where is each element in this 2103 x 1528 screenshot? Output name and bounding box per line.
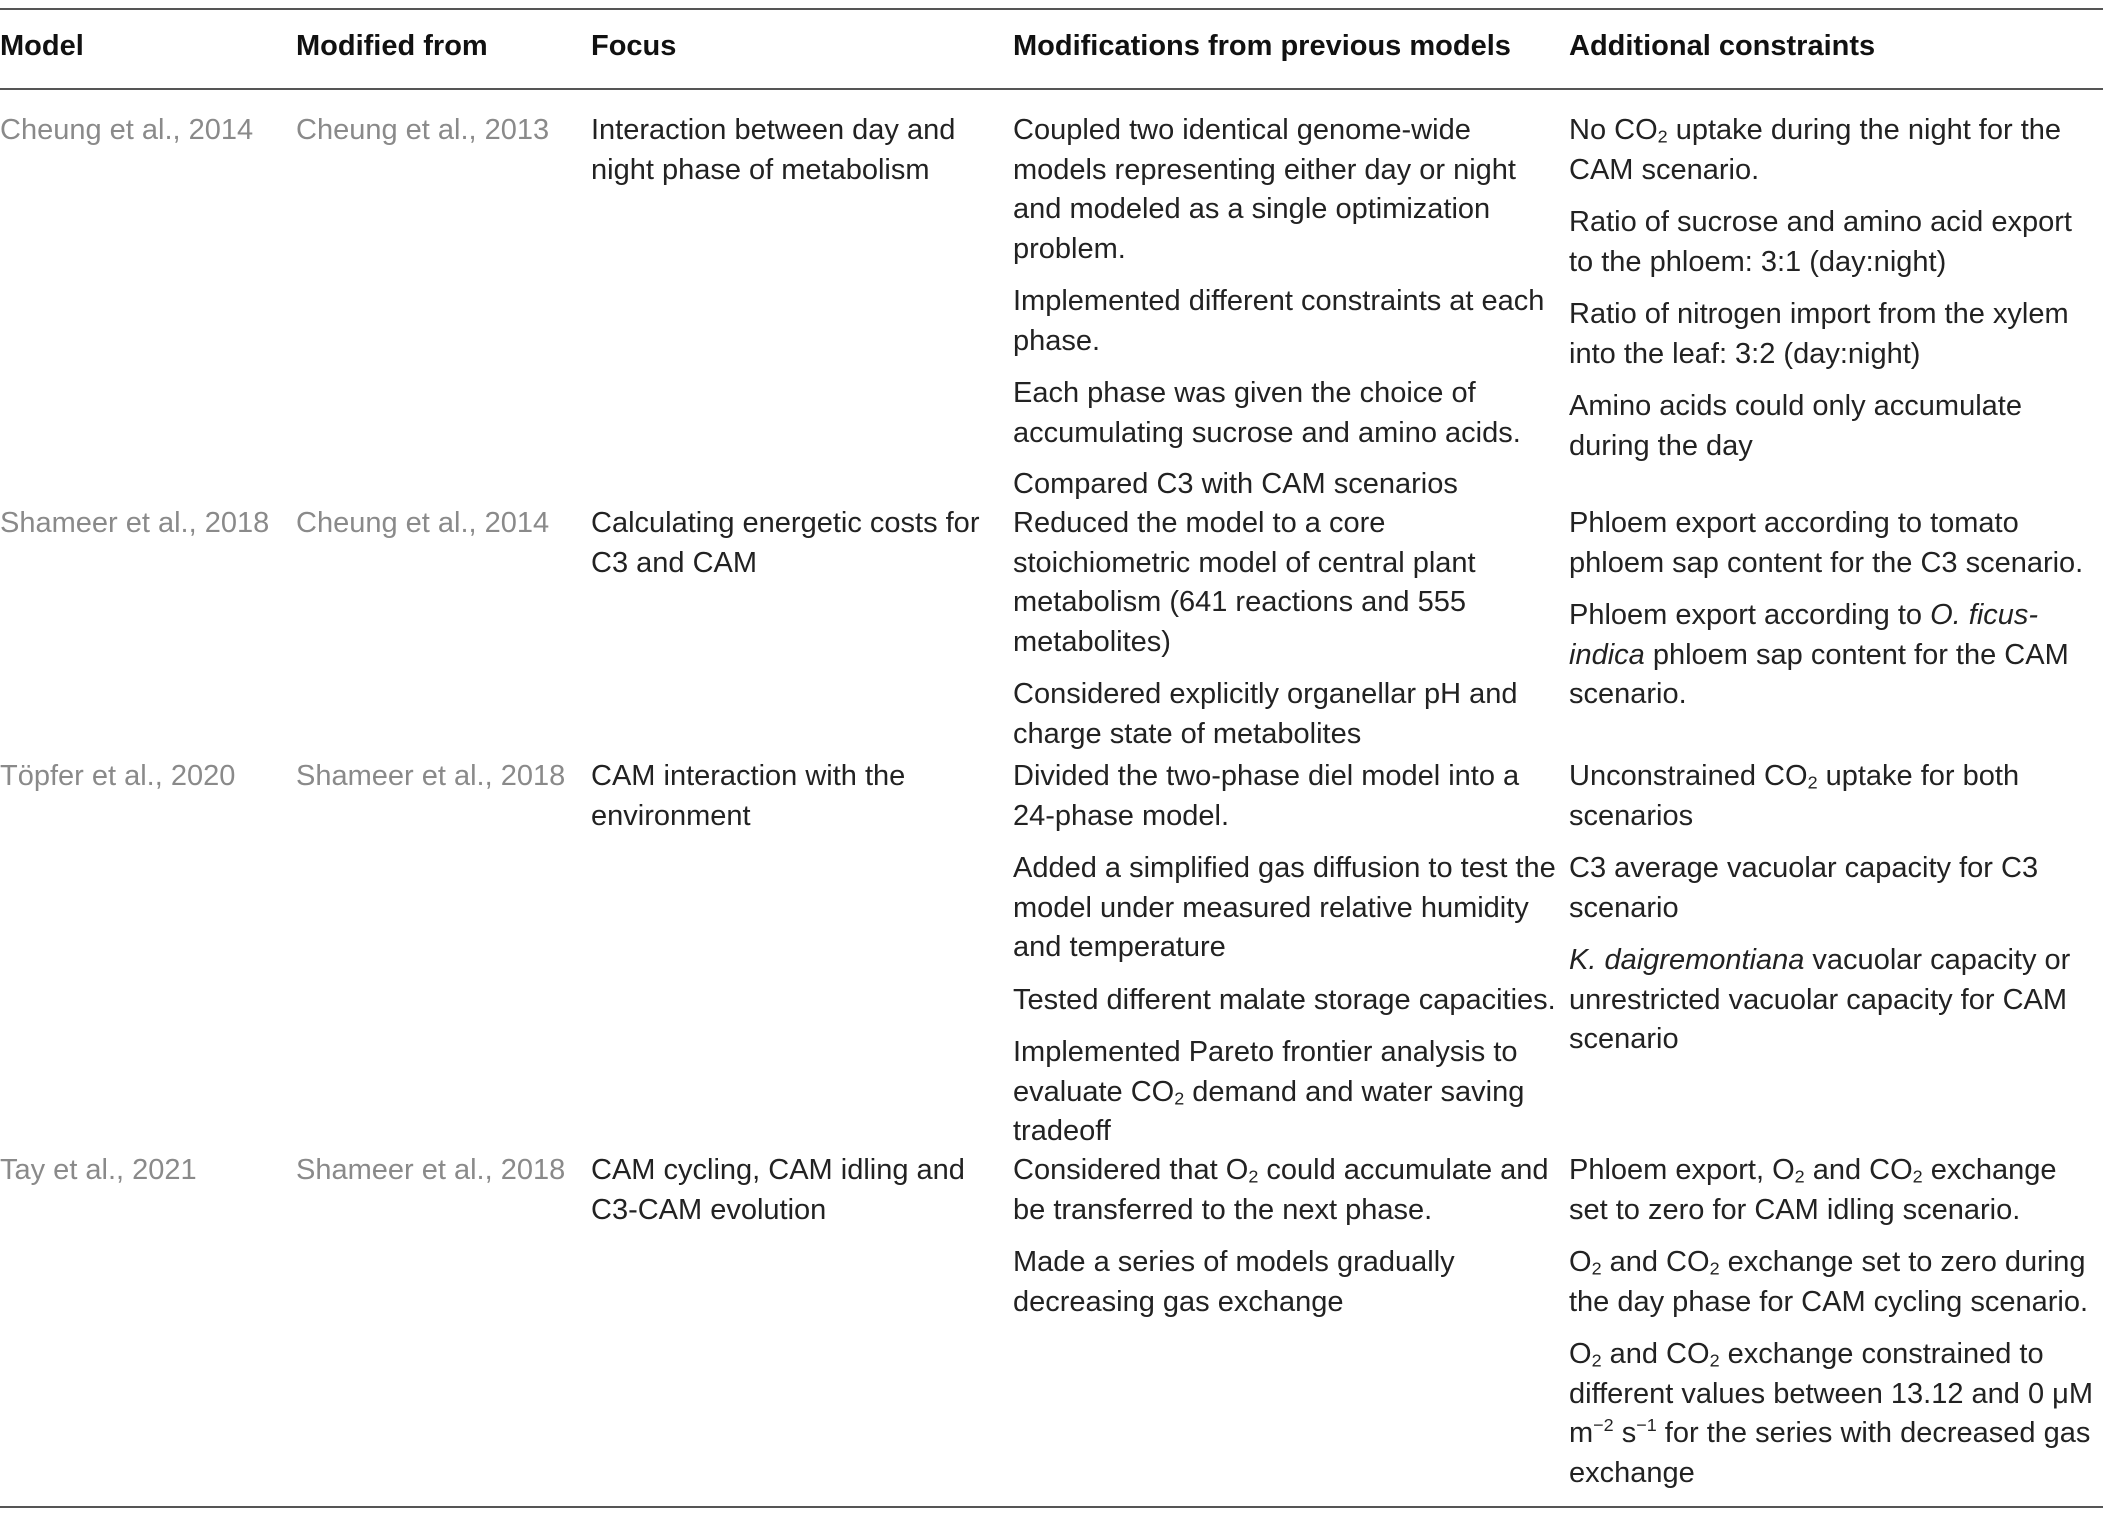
- modification-item: Coupled two identical genome-wide models representing either day or night and modeled as a single optimization problem.: [1013, 114, 1516, 265]
- table-header-rule: [0, 88, 2103, 90]
- constraint-item: Phloem export according to tomato phloem sap content for the C3 scenario.: [1569, 507, 2084, 579]
- cell-constraints: [1569, 757, 2103, 1060]
- cell-model: Shameer et al., 2018: [0, 507, 270, 539]
- modification-item: Added a simplified gas diffusion to test the model under measured relative humidity and temperature: [1013, 852, 1556, 963]
- table-top-rule: [0, 8, 2103, 10]
- constraint-item: C3 average vacuolar capacity for C3 scenario: [1569, 852, 2039, 924]
- table-bottom-rule: [0, 1506, 2103, 1508]
- modification-item: Each phase was given the choice of accumulating sucrose and amino acids.: [1013, 377, 1521, 449]
- modification-item: Compared C3 with CAM scenarios: [1013, 468, 1458, 500]
- constraint-item: Unconstrained $CO_2$ uptake for both scenarios: [1569, 760, 2020, 832]
- cell-constraints: [1569, 1151, 2103, 1493]
- constraint-item: Phloem export according to O. ficus-indica phloem sap content for the CAM scenario.: [1569, 599, 2069, 710]
- modification-item: Made a series of models gradually decreasing gas exchange: [1013, 1246, 1455, 1318]
- cell-modifications: [1013, 757, 1563, 1152]
- cell-modifications: [1013, 504, 1563, 754]
- header-constraints: Additional constraints: [1569, 30, 1876, 62]
- constraint-item: Ratio of nitrogen import from the xylem into the leaf: 3:2 (day:night): [1569, 298, 2069, 370]
- cell-modified-from: Shameer et al., 2018: [296, 760, 566, 792]
- cell-focus: CAM cycling, CAM idling and C3-CAM evolution: [591, 1154, 965, 1226]
- constraint-item: Amino acids could only accumulate during the day: [1569, 390, 2022, 462]
- modification-item: Tested different malate storage capacities.: [1013, 983, 1556, 1016]
- constraint-item: No $CO_2$ uptake during the night for the CAM scenario.: [1569, 114, 2062, 186]
- cell-model: Töpfer et al., 2020: [0, 760, 236, 792]
- cell-constraints: [1569, 504, 2103, 715]
- constraint-item: Phloem export, $O_2$ and $CO_2$ exchange set to zero for CAM idling scenario.: [1569, 1154, 2057, 1226]
- header-focus: Focus: [591, 30, 677, 62]
- modification-item: Implemented Pareto frontier analysis to evaluate $CO_2$ demand and water saving tradeoff: [1013, 1036, 1525, 1147]
- cell-constraints: [1569, 111, 2103, 466]
- cell-modifications: [1013, 1151, 1563, 1322]
- constraint-item: Ratio of sucrose and amino acid export to the phloem: 3:1 (day:night): [1569, 206, 2072, 278]
- constraint-item: $O_2$ and $CO_2$ exchange set to zero during the day phase for CAM cycling scenario.: [1569, 1246, 2089, 1318]
- cell-focus: Calculating energetic costs for C3 and CAM: [591, 507, 980, 579]
- cell-focus: Interaction between day and night phase of metabolism: [591, 114, 956, 186]
- cell-model: Tay et al., 2021: [0, 1154, 197, 1186]
- cell-modified-from: Cheung et al., 2014: [296, 507, 550, 539]
- cell-modifications: [1013, 111, 1563, 505]
- modification-item: Divided the two-phase diel model into a 24-phase model.: [1013, 760, 1520, 832]
- cell-focus: CAM interaction with the environment: [591, 760, 906, 832]
- modification-item: Considered that $O_2$ could accumulate and be transferred to the next phase.: [1013, 1154, 1549, 1226]
- cell-model: Cheung et al., 2014: [0, 114, 254, 146]
- modification-item: Considered explicitly organellar pH and charge state of metabolites: [1013, 678, 1518, 750]
- modification-item: Reduced the model to a core stoichiometric model of central plant metabolism (641 reactions and 555 metabolites): [1013, 507, 1476, 658]
- constraint-item: K. daigremontiana vacuolar capacity or unrestricted vacuolar capacity for CAM scenario: [1569, 944, 2071, 1055]
- cell-modified-from: Shameer et al., 2018: [296, 1154, 566, 1186]
- modification-item: Implemented different constraints at each phase.: [1013, 285, 1545, 357]
- header-model: Model: [0, 30, 84, 62]
- header-modifications: Modifications from previous models: [1013, 30, 1511, 62]
- header-modified-from: Modified from: [296, 30, 488, 62]
- constraint-item: $O_2$ and $CO_2$ exchange constrained to different values between 13.12 and 0 μM $m^{-2}$ $s^{-1}$ for the series with decreased gas exchange: [1569, 1338, 2094, 1489]
- cell-modified-from: Cheung et al., 2013: [296, 114, 550, 146]
